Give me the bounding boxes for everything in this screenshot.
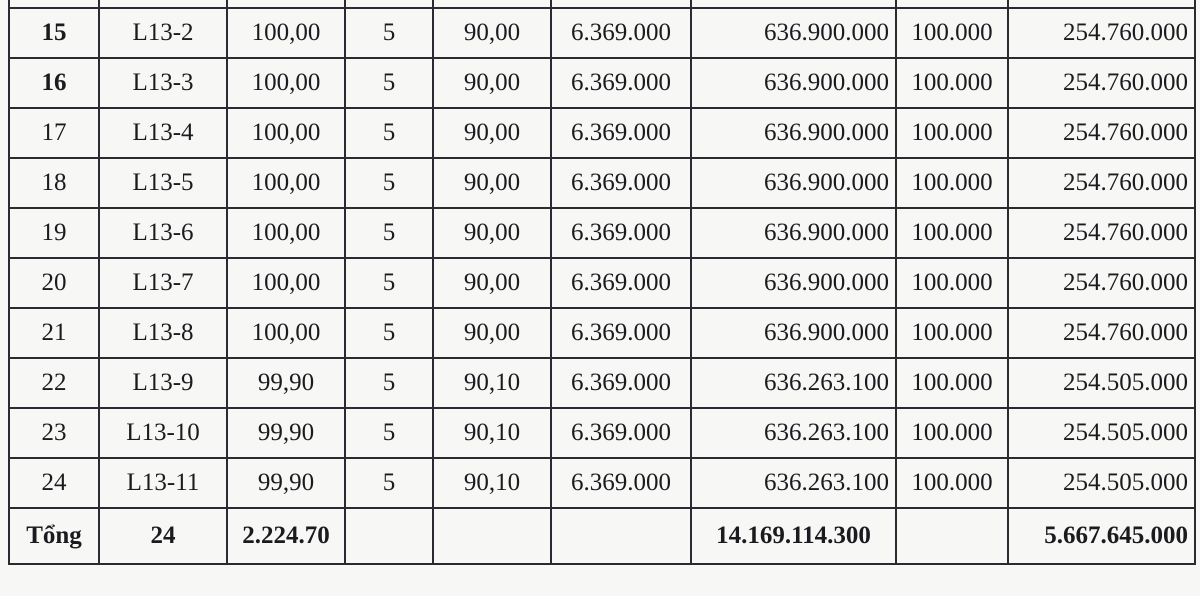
table-row [9,308,1195,358]
lot-code-cell: L13-7 [99,258,227,308]
total-price-cell: 636.900.000 [691,108,896,158]
total-lot-count: 24 [99,508,227,564]
unit-price-cell: 6.369.000 [551,58,691,108]
table-header-remnant [9,0,1195,8]
lot-area-cell: 100,00 [227,258,345,308]
deposit-amount-cell: 254.505.000 [1008,458,1195,508]
deposit-amount-cell: 254.760.000 [1008,8,1195,58]
unit-price-cell: 6.369.000 [551,408,691,458]
lot-code-cell: L13-9 [99,358,227,408]
deposit-amount-cell: 254.760.000 [1008,108,1195,158]
row-number-cell: 16 [9,58,99,108]
deposit-amount-cell: 254.760.000 [1008,308,1195,358]
unit-price-cell: 6.369.000 [551,208,691,258]
total-deposit-rate-cell [896,508,1008,564]
table-row [9,158,1195,208]
total-price-cell: 636.263.100 [691,358,896,408]
lot-area-cell: 99,90 [227,358,345,408]
table-row [9,208,1195,258]
unit-price-cell: 6.369.000 [551,108,691,158]
lot-area-cell: 100,00 [227,308,345,358]
lot-area-cell: 100,00 [227,108,345,158]
land-lot-price-table [8,0,1196,565]
total-deposit: 5.667.645.000 [1008,508,1195,564]
unit-price-cell: 6.369.000 [551,258,691,308]
row-number-cell: 24 [9,458,99,508]
table-row [9,408,1195,458]
lot-code-cell: L13-11 [99,458,227,508]
floor-count-cell: 5 [345,358,433,408]
floor-count-cell: 5 [345,408,433,458]
lot-area-cell: 100,00 [227,8,345,58]
deposit-rate-cell: 100.000 [896,408,1008,458]
unit-price-cell: 6.369.000 [551,358,691,408]
building-density-cell: 90,10 [433,408,551,458]
deposit-amount-cell: 254.760.000 [1008,208,1195,258]
total-floors-cell [345,508,433,564]
row-number-cell: 19 [9,208,99,258]
lot-code-cell: L13-3 [99,58,227,108]
floor-count-cell: 5 [345,158,433,208]
deposit-rate-cell: 100.000 [896,308,1008,358]
floor-count-cell: 5 [345,308,433,358]
total-price-cell: 636.263.100 [691,408,896,458]
floor-count-cell: 5 [345,208,433,258]
table-row [9,458,1195,508]
building-density-cell: 90,10 [433,358,551,408]
floor-count-cell: 5 [345,58,433,108]
building-density-cell: 90,00 [433,258,551,308]
lot-code-cell: L13-2 [99,8,227,58]
table-row [9,58,1195,108]
lot-code-cell: L13-4 [99,108,227,158]
deposit-amount-cell: 254.760.000 [1008,58,1195,108]
deposit-rate-cell: 100.000 [896,108,1008,158]
row-number-cell: 15 [9,8,99,58]
deposit-amount-cell: 254.760.000 [1008,158,1195,208]
lot-area-cell: 99,90 [227,408,345,458]
building-density-cell: 90,00 [433,58,551,108]
lot-area-cell: 100,00 [227,208,345,258]
deposit-amount-cell: 254.505.000 [1008,358,1195,408]
building-density-cell: 90,00 [433,8,551,58]
table-row [9,8,1195,58]
table-row [9,258,1195,308]
table-row [9,358,1195,408]
total-price-cell: 636.900.000 [691,208,896,258]
total-price-cell: 636.900.000 [691,258,896,308]
total-amount: 14.169.114.300 [691,508,896,564]
deposit-rate-cell: 100.000 [896,158,1008,208]
lot-code-cell: L13-5 [99,158,227,208]
total-row [9,508,1195,564]
lot-code-cell: L13-6 [99,208,227,258]
unit-price-cell: 6.369.000 [551,458,691,508]
deposit-rate-cell: 100.000 [896,258,1008,308]
unit-price-cell: 6.369.000 [551,158,691,208]
building-density-cell: 90,00 [433,308,551,358]
total-price-cell: 636.900.000 [691,8,896,58]
total-unit-price-cell [551,508,691,564]
row-number-cell: 21 [9,308,99,358]
total-label: Tổng [9,508,99,564]
floor-count-cell: 5 [345,108,433,158]
table-body [9,0,1195,508]
building-density-cell: 90,00 [433,208,551,258]
deposit-rate-cell: 100.000 [896,458,1008,508]
building-density-cell: 90,10 [433,458,551,508]
total-price-cell: 636.900.000 [691,158,896,208]
total-price-cell: 636.900.000 [691,58,896,108]
row-number-cell: 23 [9,408,99,458]
row-number-cell: 17 [9,108,99,158]
deposit-rate-cell: 100.000 [896,8,1008,58]
lot-area-cell: 100,00 [227,58,345,108]
lot-code-cell: L13-8 [99,308,227,358]
lot-area-cell: 99,90 [227,458,345,508]
row-number-cell: 20 [9,258,99,308]
lot-code-cell: L13-10 [99,408,227,458]
total-density-cell [433,508,551,564]
row-number-cell: 18 [9,158,99,208]
deposit-rate-cell: 100.000 [896,208,1008,258]
unit-price-cell: 6.369.000 [551,308,691,358]
building-density-cell: 90,00 [433,158,551,208]
deposit-rate-cell: 100.000 [896,358,1008,408]
total-price-cell: 636.900.000 [691,308,896,358]
total-price-cell: 636.263.100 [691,458,896,508]
deposit-amount-cell: 254.505.000 [1008,408,1195,458]
building-density-cell: 90,00 [433,108,551,158]
deposit-amount-cell: 254.760.000 [1008,258,1195,308]
deposit-rate-cell: 100.000 [896,58,1008,108]
lot-area-cell: 100,00 [227,158,345,208]
row-number-cell: 22 [9,358,99,408]
floor-count-cell: 5 [345,258,433,308]
unit-price-cell: 6.369.000 [551,8,691,58]
floor-count-cell: 5 [345,458,433,508]
total-area: 2.224.70 [227,508,345,564]
floor-count-cell: 5 [345,8,433,58]
table-row [9,108,1195,158]
